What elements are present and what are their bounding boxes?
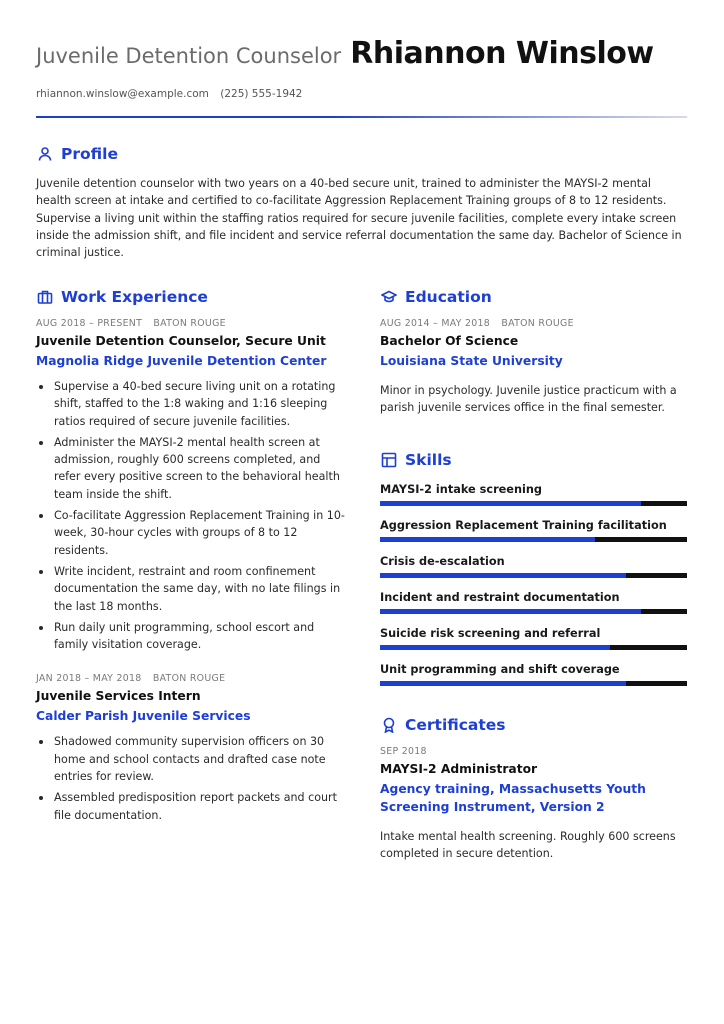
profile-summary: Juvenile detention counselor with two years on a 40-bed secure unit, trained to administer the MAYSI-2 mental health screen at intake and certified to co-facilitate Aggression Replacement Training groups of 8 to 12 residents. Supervise a living unit within the staffing ratios required for secure juvenile facilities, complete every intake screen inside the admission shift, and file incident and service referral documentation the same day. Bachelor of Science in criminal justice. bbox=[36, 177, 682, 260]
skills-section bbox=[380, 451, 687, 686]
skill-name: Aggression Replacement Training facilitation bbox=[380, 518, 667, 532]
experience-role: Juvenile Services Intern bbox=[36, 689, 201, 704]
skill-level-fill bbox=[380, 537, 595, 542]
experience-bullets bbox=[36, 733, 346, 823]
skill-level-bar bbox=[380, 573, 687, 578]
left-column bbox=[36, 288, 346, 828]
job-title: Juvenile Detention Counselor bbox=[36, 44, 342, 68]
bullet-item: Write incident, restraint and room confinement documentation the same day, with no late filings in the last 18 months. bbox=[36, 563, 346, 615]
contact-line bbox=[36, 88, 302, 100]
bullet-item: Shadowed community supervision officers on 30 home and school contacts and drafted case note entries for review. bbox=[36, 733, 346, 785]
experience-role: Juvenile Detention Counselor, Secure Unit bbox=[36, 334, 326, 348]
experience-dates: AUG 2018 – PRESENT bbox=[36, 318, 143, 329]
experience-dates: JAN 2018 – MAY 2018 bbox=[36, 673, 142, 685]
skills-list bbox=[380, 483, 687, 686]
person-icon bbox=[36, 145, 54, 163]
experience-location: BATON ROUGE bbox=[153, 318, 226, 329]
bullet-item: Run daily unit programming, school escort and family visitation coverage. bbox=[36, 619, 346, 654]
work-heading-label: Work Experience bbox=[61, 288, 208, 306]
certificates-heading-label: Certificates bbox=[405, 715, 506, 734]
certificate-description: Intake mental health screening. Roughly 600 screens completed in secure detention. bbox=[380, 829, 676, 860]
certificate-date: SEP 2018 bbox=[380, 745, 427, 757]
education-meta bbox=[380, 318, 687, 329]
skill-level-bar bbox=[380, 645, 687, 650]
work-heading bbox=[36, 288, 346, 306]
certificates-section bbox=[380, 716, 687, 863]
layout-grid-icon bbox=[380, 451, 398, 469]
experience-meta bbox=[36, 673, 346, 684]
experience-entry bbox=[36, 673, 346, 823]
skill-name: Suicide risk screening and referral bbox=[380, 626, 601, 640]
skill-item bbox=[380, 663, 687, 686]
experience-location: BATON ROUGE bbox=[152, 673, 226, 685]
skill-name: MAYSI-2 intake screening bbox=[380, 482, 543, 496]
bullet-item: Assembled predisposition report packets and court file documentation. bbox=[36, 789, 346, 824]
bullet-item: Administer the MAYSI-2 mental health screen at admission, roughly 600 screens completed, and refer every positive screen to the behavioral health team inside the shift. bbox=[36, 434, 346, 503]
skill-level-bar bbox=[380, 681, 687, 686]
profile-section bbox=[36, 145, 687, 261]
skill-level-fill bbox=[380, 645, 610, 650]
skill-name: Incident and restraint documentation bbox=[380, 590, 620, 604]
education-location: BATON ROUGE bbox=[501, 318, 574, 329]
education-heading bbox=[380, 288, 687, 306]
skill-level-bar bbox=[380, 609, 687, 614]
skill-level-fill bbox=[380, 501, 641, 506]
phone[interactable]: (225) 555-1942 bbox=[220, 88, 303, 100]
experience-org: Calder Parish Juvenile Services bbox=[36, 709, 251, 724]
degree: Bachelor Of Science bbox=[380, 334, 519, 348]
header-divider bbox=[36, 116, 687, 118]
education-heading-label: Education bbox=[405, 288, 492, 306]
skill-item bbox=[380, 591, 687, 614]
certificate-issuer: Agency training, Massachusetts Youth Screening Instrument, Version 2 bbox=[380, 781, 646, 814]
certificate-name: MAYSI-2 Administrator bbox=[380, 761, 538, 776]
resume-header bbox=[36, 36, 687, 71]
skills-heading-label: Skills bbox=[405, 450, 452, 469]
skill-level-fill bbox=[380, 573, 626, 578]
skill-level-fill bbox=[380, 609, 641, 614]
skill-name: Crisis de-escalation bbox=[380, 554, 505, 568]
experience-org: Magnolia Ridge Juvenile Detention Center bbox=[36, 354, 327, 368]
briefcase-icon bbox=[36, 288, 54, 306]
award-ribbon-icon bbox=[380, 716, 398, 734]
school: Louisiana State University bbox=[380, 354, 563, 368]
skill-name: Unit programming and shift coverage bbox=[380, 662, 620, 676]
skill-item bbox=[380, 483, 687, 506]
education-dates: AUG 2014 – MAY 2018 bbox=[380, 318, 491, 329]
skill-item bbox=[380, 555, 687, 578]
skills-heading bbox=[380, 451, 687, 469]
experience-entry bbox=[36, 318, 346, 653]
profile-heading-label: Profile bbox=[61, 145, 118, 163]
skill-item bbox=[380, 519, 687, 542]
graduation-cap-icon bbox=[380, 288, 398, 306]
profile-heading bbox=[36, 145, 687, 163]
bullet-item: Co-facilitate Aggression Replacement Training in 10-week, 30-hour cycles with groups of 8 to 12 residents. bbox=[36, 507, 346, 559]
skill-level-bar bbox=[380, 501, 687, 506]
email[interactable]: rhiannon.winslow@example.com bbox=[36, 88, 209, 100]
experience-bullets bbox=[36, 378, 346, 653]
education-description: Minor in psychology. Juvenile justice practicum with a parish juvenile services office in the final semester. bbox=[380, 384, 677, 415]
experience-meta bbox=[36, 318, 346, 329]
right-column bbox=[380, 288, 687, 862]
education-section bbox=[380, 288, 687, 417]
skill-level-fill bbox=[380, 681, 626, 686]
bullet-item: Supervise a 40-bed secure living unit on a rotating shift, staffed to the 1:8 waking and 1:16 sleeping ratios required of secure juvenile facilities. bbox=[36, 378, 346, 430]
candidate-name: Rhiannon Winslow bbox=[350, 36, 654, 71]
skill-item bbox=[380, 627, 687, 650]
certificates-heading bbox=[380, 716, 687, 734]
skill-level-bar bbox=[380, 537, 687, 542]
